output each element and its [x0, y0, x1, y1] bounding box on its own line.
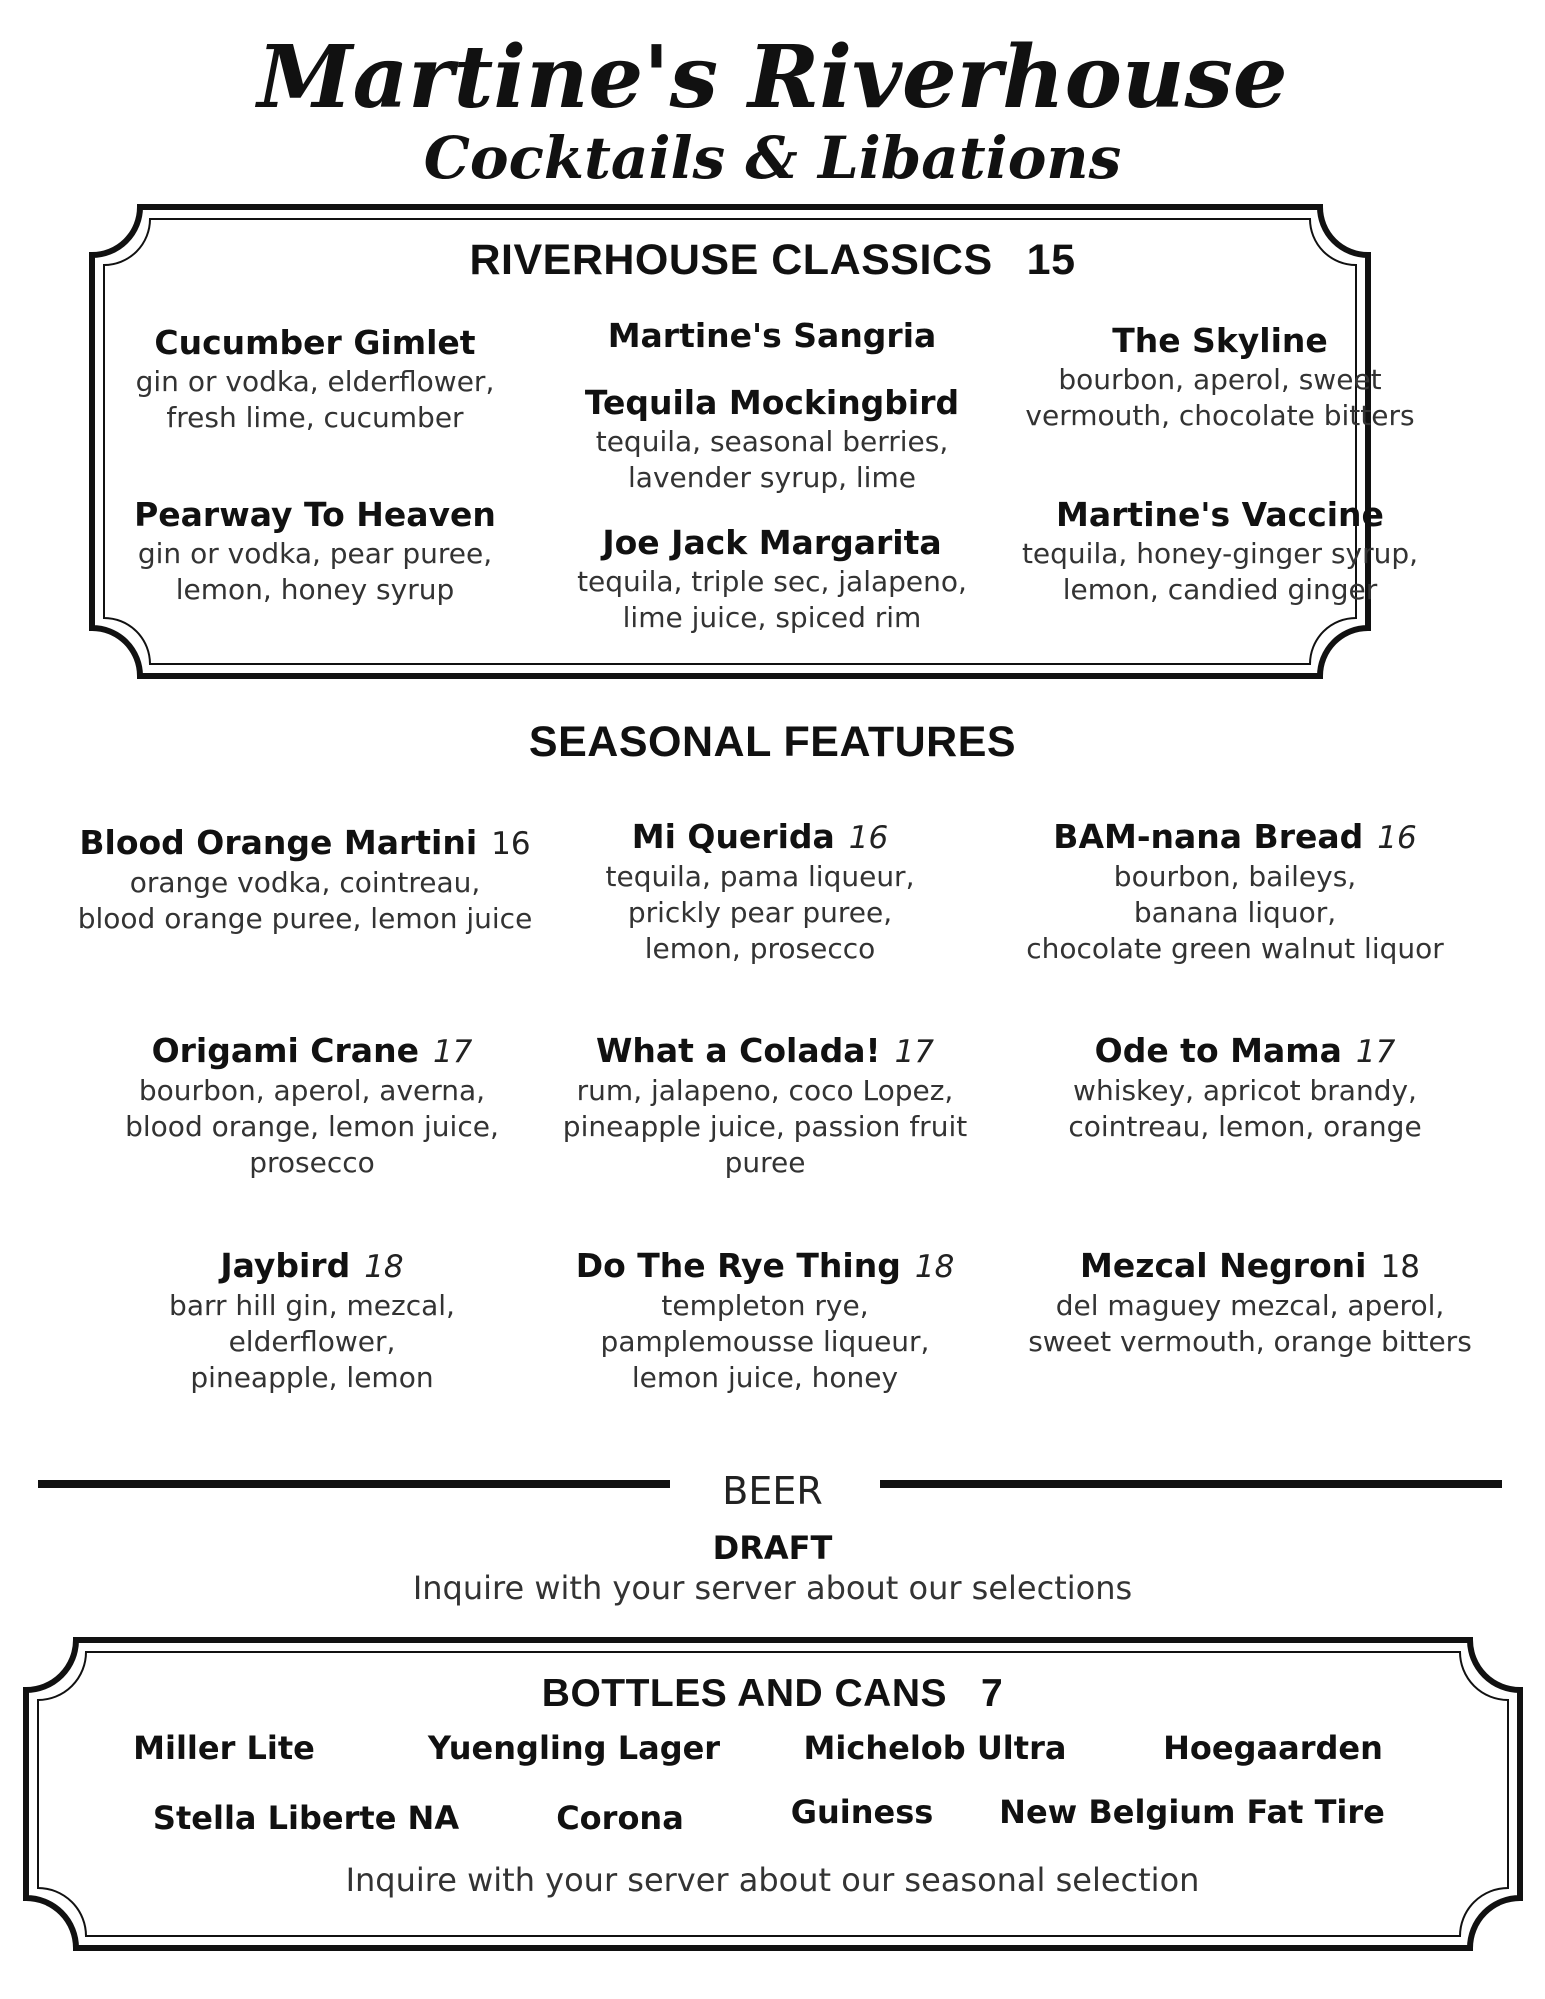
item-desc-line: bourbon, aperol, averna, [138, 1074, 486, 1107]
item-name: Joe Jack Margarita [602, 523, 942, 562]
menu-subtitle: Cocktails & Libations [423, 124, 1122, 192]
item-price: 16 [848, 820, 889, 856]
menu-item [552, 522, 992, 636]
bottles-note: Inquire with your server about our seasonal selection [345, 1861, 1200, 1899]
item-desc-line: cointreau, lemon, orange [1068, 1110, 1422, 1143]
item-desc-line: whiskey, apricot brandy, [1073, 1074, 1417, 1107]
item-name: Tequila Mockingbird [584, 383, 960, 422]
item-desc-line: gin or vodka, pear puree, [137, 537, 493, 570]
bottles-heading [0, 1668, 1545, 1720]
item-price: 17 [432, 1034, 473, 1070]
item-desc-line: lavender syrup, lime [628, 461, 916, 494]
menu-item [540, 816, 980, 967]
item-name: The Skyline [1112, 321, 1328, 360]
item-desc-line: templeton rye, [661, 1289, 869, 1322]
menu-item [75, 822, 535, 937]
item-desc-line: elderflower, [228, 1325, 396, 1358]
menu-item [1020, 1245, 1480, 1360]
beer-item: Miller Lite [133, 1729, 315, 1767]
item-desc-line: tequila, pama liqueur, [605, 860, 915, 893]
item-desc-line: lemon, prosecco [644, 932, 876, 965]
item-desc-line: lemon juice, honey [631, 1361, 899, 1394]
beer-item: Guiness [790, 1793, 934, 1831]
item-desc-line: vermouth, chocolate bitters [1025, 399, 1415, 432]
menu-item [552, 382, 992, 496]
item-desc-line: prickly pear puree, [627, 896, 893, 929]
classics-heading-text: RIVERHOUSE CLASSICS [469, 236, 993, 284]
item-desc-line: lemon, honey syrup [175, 573, 455, 606]
classics-heading [0, 234, 1545, 286]
bottles-heading-text: BOTTLES AND CANS [541, 1672, 947, 1715]
item-desc-line: blood orange, lemon juice, [125, 1110, 499, 1143]
item-desc-line: lime juice, spiced rim [622, 601, 922, 634]
item-price: 18 [1380, 1249, 1420, 1285]
seasonal-heading: SEASONAL FEATURES [528, 718, 1017, 766]
beer-item: Hoegaarden [1163, 1729, 1383, 1767]
item-name: Pearway To Heaven [134, 495, 496, 534]
item-name: BAM-nana Bread [1053, 817, 1364, 856]
item-desc-line: bourbon, baileys, [1113, 860, 1357, 893]
beer-item: Yuengling Lager [427, 1729, 721, 1767]
item-desc-line: rum, jalapeno, coco Lopez, [576, 1074, 954, 1107]
bottles-price: 7 [981, 1672, 1004, 1715]
item-name: Do The Rye Thing [575, 1246, 901, 1285]
item-price: 17 [894, 1034, 935, 1070]
item-desc-line: puree [724, 1146, 806, 1179]
item-desc-line: del maguey mezcal, aperol, [1055, 1289, 1445, 1322]
menu-item [92, 1245, 532, 1396]
item-desc-line: lemon, candied ginger [1062, 573, 1378, 606]
item-price: 18 [914, 1249, 955, 1285]
draft-heading: DRAFT [712, 1529, 833, 1567]
item-price: 16 [1377, 820, 1417, 856]
item-desc-line: tequila, honey-ginger syrup, [1021, 537, 1419, 570]
item-desc-line: chocolate green walnut liquor [1026, 932, 1444, 965]
item-name: Martine's Sangria [607, 316, 937, 355]
draft-note: Inquire with your server about our selections [412, 1569, 1133, 1607]
menu-item [95, 322, 535, 436]
menu-item [545, 1030, 985, 1181]
menu-item [1000, 320, 1440, 434]
item-price: 17 [1355, 1034, 1396, 1070]
menu-item [552, 315, 992, 357]
menu-item [1005, 816, 1465, 967]
item-price: 18 [364, 1249, 404, 1285]
beer-item: Stella Liberte NA [152, 1799, 460, 1837]
item-desc-line: blood orange puree, lemon juice [77, 902, 533, 935]
menu-item [92, 1030, 532, 1181]
item-desc-line: pineapple, lemon [190, 1361, 434, 1394]
item-desc-line: pamplemousse liqueur, [600, 1325, 930, 1358]
item-desc-line: barr hill gin, mezcal, [169, 1289, 455, 1322]
beer-label: BEER [722, 1469, 823, 1513]
item-desc-line: fresh lime, cucumber [166, 401, 464, 434]
item-desc-line: tequila, triple sec, jalapeno, [577, 565, 967, 598]
item-desc-line: bourbon, aperol, sweet [1058, 363, 1382, 396]
item-name: Ode to Mama [1094, 1031, 1342, 1070]
menu-item [545, 1245, 985, 1396]
item-name: Blood Orange Martini [79, 823, 478, 862]
item-name: Martine's Vaccine [1056, 495, 1384, 534]
item-desc-line: prosecco [249, 1146, 375, 1179]
menu-item [1025, 1030, 1465, 1145]
beer-item: Michelob Ultra [803, 1729, 1067, 1767]
item-desc-line: gin or vodka, elderflower, [135, 365, 495, 398]
classics-price: 15 [1026, 236, 1076, 284]
item-desc-line: sweet vermouth, orange bitters [1028, 1325, 1472, 1358]
beer-item: Corona [556, 1799, 684, 1837]
menu-title: Martine's Riverhouse [257, 27, 1288, 128]
item-name: Origami Crane [151, 1031, 419, 1070]
item-name: Jaybird [220, 1246, 351, 1285]
item-name: Mezcal Negroni [1080, 1246, 1367, 1285]
item-price: 16 [491, 826, 531, 862]
beer-item: New Belgium Fat Tire [999, 1793, 1385, 1831]
item-desc-line: pineapple juice, passion fruit [562, 1110, 968, 1143]
menu-item [1000, 494, 1440, 608]
item-name: Mi Querida [631, 817, 835, 856]
item-name: What a Colada! [595, 1031, 881, 1070]
item-desc-line: tequila, seasonal berries, [595, 425, 949, 458]
item-desc-line: banana liquor, [1133, 896, 1337, 929]
item-desc-line: orange vodka, cointreau, [129, 866, 481, 899]
item-name: Cucumber Gimlet [154, 323, 476, 362]
menu-item [95, 494, 535, 608]
